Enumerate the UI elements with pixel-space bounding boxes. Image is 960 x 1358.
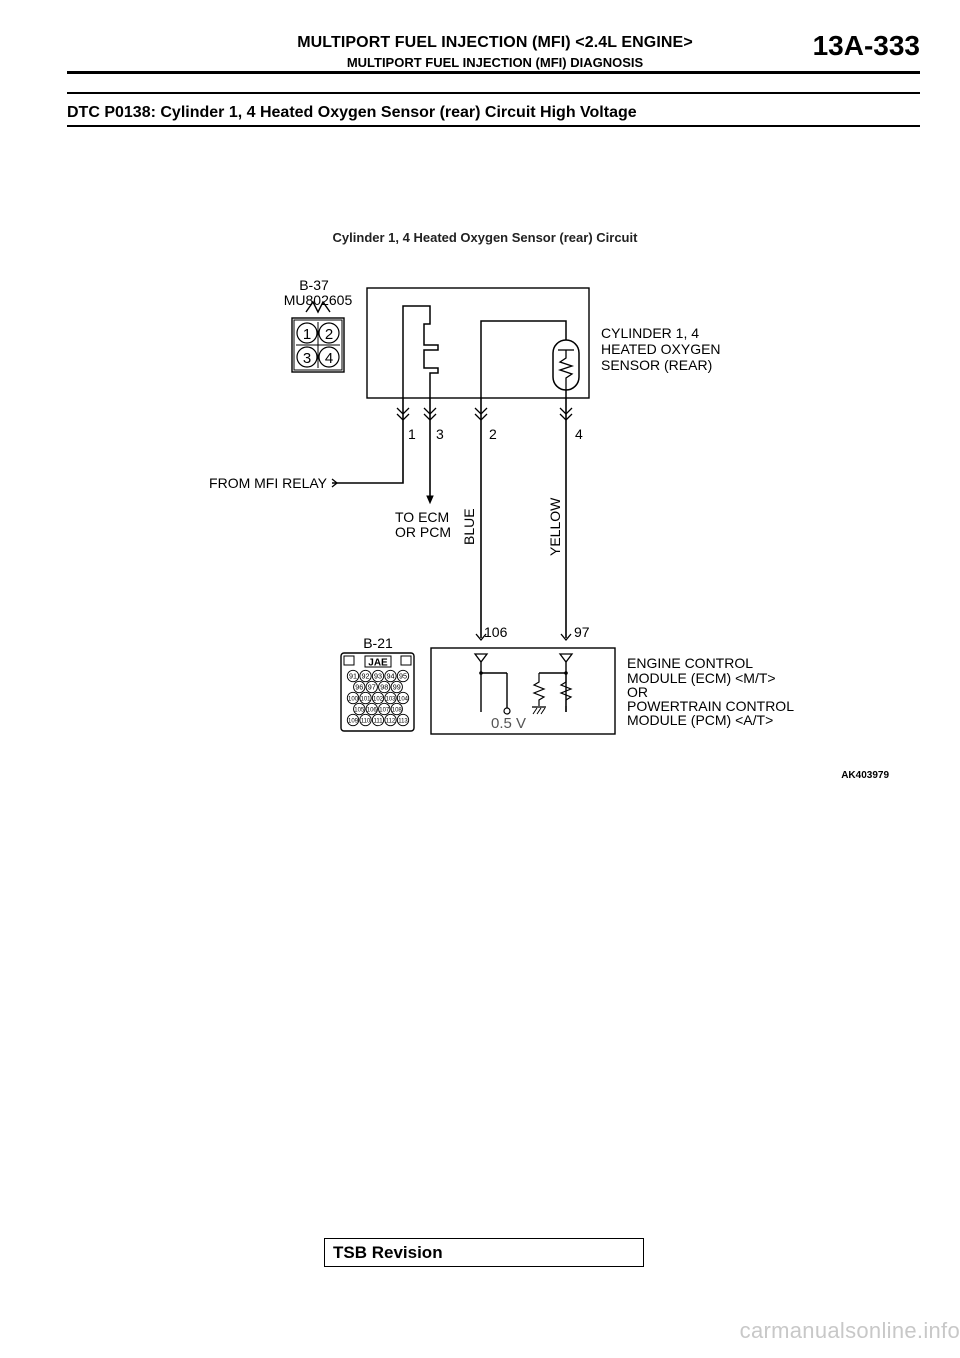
sensor-label-line1: CYLINDER 1, 4	[601, 325, 700, 341]
b21-pin-label: 108	[391, 707, 402, 714]
b21-pin-label: 101	[360, 696, 371, 703]
b21-pin-label: 110	[360, 718, 371, 725]
diagram-title: Cylinder 1, 4 Heated Oxygen Sensor (rear) Circuit	[332, 230, 638, 245]
ecm-label-line1: ENGINE CONTROL	[627, 655, 754, 671]
ecm-terminal-97: 97	[574, 624, 590, 640]
ecm-terminal-106: 106	[484, 624, 508, 640]
ecm-label-line4: POWERTRAIN CONTROL	[627, 698, 794, 714]
ecm-label-line5: MODULE (PCM) <A/T>	[627, 712, 774, 728]
to-ecm-label-line1: TO ECM	[395, 509, 450, 525]
b21-pin-label: 105	[354, 707, 365, 714]
b37-part-number: MU802605	[283, 292, 353, 308]
b21-pin-label: 111	[373, 718, 383, 725]
b21-pin-label: 107	[379, 707, 390, 714]
b21-pin-label: 93	[374, 671, 382, 681]
dtc-heading: DTC P0138: Cylinder 1, 4 Heated Oxygen Sensor (rear) Circuit High Voltage	[67, 104, 637, 121]
b21-maker: JAE	[368, 657, 388, 669]
b37-pin-3: 3	[302, 350, 312, 367]
wire-color-yellow: YELLOW	[547, 497, 563, 556]
voltage-label: 0.5 V	[491, 715, 527, 732]
page-number: 13A-333	[812, 30, 920, 61]
wire-mfi-relay	[332, 420, 403, 483]
b21-pin-label: 100	[347, 696, 359, 703]
figure-id: AK403979	[841, 770, 889, 781]
b21-pin-label: 112	[385, 718, 396, 725]
sensor-housing	[367, 288, 589, 398]
heater-element	[403, 306, 438, 398]
b21-connector-face	[341, 635, 414, 731]
b21-pin-label: 113	[398, 718, 408, 725]
b21-connector-id: B-21	[363, 635, 393, 651]
ecm-label-line2: MODULE (ECM) <M/T>	[627, 670, 776, 686]
ecm-label-line3: OR	[627, 684, 648, 700]
b21-pin-label: 97	[367, 682, 376, 692]
header-subtitle: MULTIPORT FUEL INJECTION (MFI) DIAGNOSIS	[346, 55, 644, 70]
sensor-label-line2: HEATED OXYGEN	[601, 341, 721, 357]
b21-pin-label: 91	[349, 671, 357, 681]
terminal-1: 1	[408, 426, 416, 442]
tsb-revision-box: TSB Revision	[324, 1238, 644, 1267]
b21-pin-label: 104	[397, 696, 409, 703]
sensor-label-line3: SENSOR (REAR)	[601, 357, 713, 373]
b21-pin-label: 98	[380, 682, 389, 692]
b21-pin-label: 102	[372, 696, 384, 703]
b21-pin-label: 92	[361, 671, 370, 681]
housing-terminals	[397, 408, 572, 420]
b37-pin-4: 4	[324, 350, 334, 367]
header-title: MULTIPORT FUEL INJECTION (MFI) <2.4L ENGINE>	[297, 34, 693, 51]
b37-pin-1: 1	[302, 326, 312, 343]
terminal-4: 4	[575, 426, 583, 442]
terminal-3: 3	[436, 426, 444, 442]
b21-pin-label: 106	[366, 707, 377, 714]
b21-pin-label: 109	[347, 718, 359, 725]
b21-pin-label: 103	[385, 696, 396, 703]
sensor-resistor	[560, 350, 572, 390]
wire-color-blue: BLUE	[461, 508, 477, 545]
b37-connector-face	[284, 277, 353, 372]
b21-pin-label: 99	[392, 682, 401, 692]
b37-pin-2: 2	[324, 326, 334, 343]
b21-pin-label: 96	[355, 682, 364, 692]
from-mfi-relay-label: FROM MFI RELAY	[209, 475, 327, 491]
b21-pin-label: 95	[399, 671, 407, 681]
b37-connector-id: B-37	[299, 277, 329, 293]
to-ecm-label-line2: OR PCM	[395, 524, 451, 540]
b21-pin-label: 94	[386, 671, 395, 681]
b21-pin-grid	[347, 670, 408, 725]
watermark: carmanualsonline.info	[739, 1318, 960, 1343]
terminal-2: 2	[489, 426, 497, 442]
